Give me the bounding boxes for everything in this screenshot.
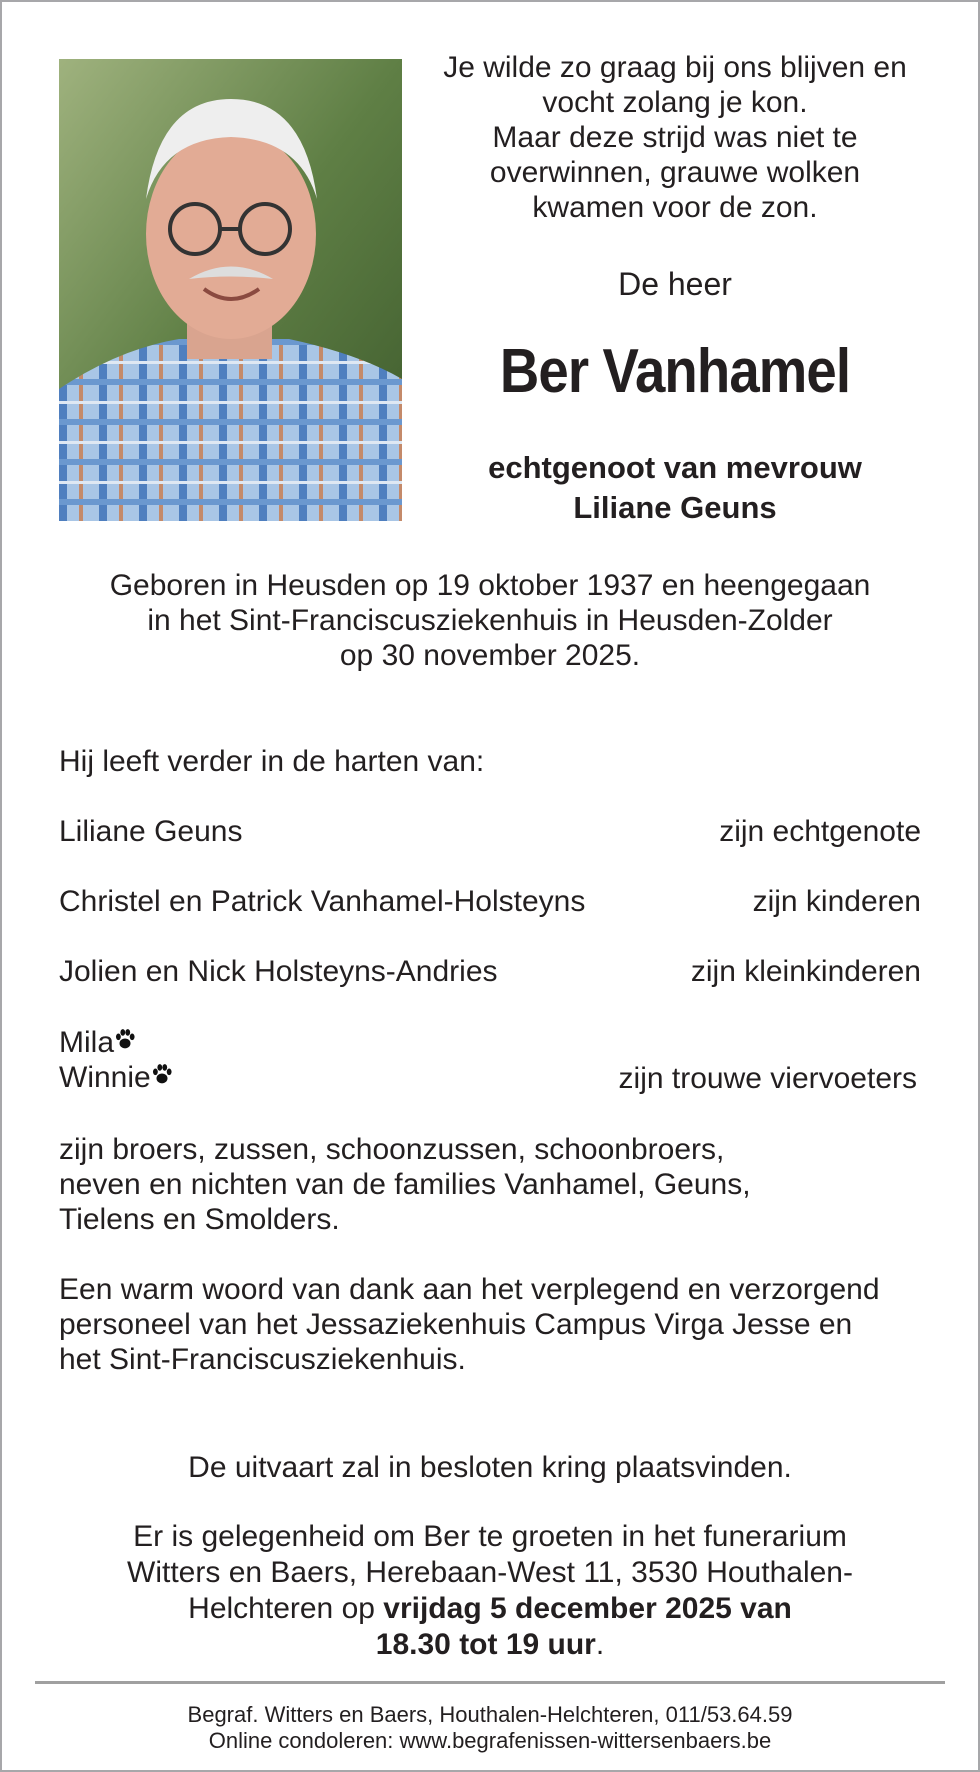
online-condolence-link[interactable]: Online condoleren: www.begrafenissen-wittersenbaers.be	[208, 1728, 772, 1753]
visit-text: Helchteren op	[188, 1592, 384, 1625]
relative-name: Christel en Patrick Vanhamel-Holsteyns	[59, 885, 586, 918]
poem-line: kwamen voor de zon.	[532, 191, 818, 224]
thanks-line: het Sint-Franciscusziekenhuis.	[59, 1343, 466, 1376]
pet-relation: zijn trouwe viervoeters	[618, 1062, 917, 1095]
visit-text: .	[595, 1628, 605, 1661]
paw-icon	[114, 1028, 136, 1050]
poem-line: Maar deze strijd was niet te	[492, 121, 858, 154]
pet-list	[59, 1025, 173, 1095]
pet-name: Winnie	[59, 1061, 151, 1094]
thanks-line: Een warm woord van dank aan het verplegend en verzorgend	[59, 1273, 880, 1306]
relative-relation: zijn echtgenote	[719, 815, 921, 848]
poem-line: Je wilde zo graag bij ons blijven en	[443, 51, 907, 84]
relative-row	[59, 885, 921, 919]
thanks-text	[59, 1272, 939, 1377]
funeral-notice: De uitvaart zal in besloten kring plaatsvinden.	[188, 1451, 792, 1484]
poem-line: vocht zolang je kon.	[542, 86, 808, 119]
visit-line: Witters en Baers, Herebaan-West 11, 3530 Houthalen-	[127, 1556, 853, 1589]
footer	[40, 1702, 940, 1754]
paw-icon	[151, 1063, 173, 1085]
funeral-home-info: Begraf. Witters en Baers, Houthalen-Helchteren, 011/53.64.59	[187, 1702, 793, 1727]
relative-relation: zijn kleinkinderen	[690, 955, 921, 988]
birth-death-info	[40, 568, 940, 673]
divider	[35, 1681, 945, 1684]
spouse-line: echtgenoot van mevrouw	[488, 450, 862, 485]
thanks-line: personeel van het Jessaziekenhuis Campus Virga Jesse en	[59, 1308, 853, 1341]
visit-date: vrijdag 5 december 2025 van	[383, 1592, 792, 1625]
visit-line: Er is gelegenheid om Ber te groeten in het funerarium	[133, 1520, 847, 1553]
pet-name: Mila	[59, 1026, 115, 1059]
poem	[420, 50, 930, 225]
title-prefix: De heer	[618, 266, 732, 302]
born-line: op 30 november 2025.	[339, 639, 641, 672]
visit-time: 18.30 tot 19 uur	[375, 1628, 596, 1661]
portrait-photo	[59, 59, 402, 521]
spouse-info	[420, 448, 930, 528]
visitation-info	[40, 1519, 940, 1663]
spouse-name: Liliane Geuns	[573, 490, 777, 525]
relative-row	[59, 815, 921, 849]
relative-relation: zijn kinderen	[752, 885, 921, 918]
family-line: zijn broers, zussen, schoonzussen, schoonbroers,	[59, 1133, 725, 1166]
relative-name: Liliane Geuns	[59, 815, 243, 848]
extended-family	[59, 1132, 939, 1237]
relative-row	[59, 955, 921, 989]
family-line: Tielens en Smolders.	[59, 1203, 340, 1236]
born-line: Geboren in Heusden op 19 oktober 1937 en heengegaan	[109, 569, 871, 602]
family-line: neven en nichten van de families Vanhamel, Geuns,	[59, 1168, 751, 1201]
relative-name: Jolien en Nick Holsteyns-Andries	[59, 955, 498, 988]
born-line: in het Sint-Franciscusziekenhuis in Heusden-Zolder	[147, 604, 833, 637]
poem-line: overwinnen, grauwe wolken	[489, 156, 861, 189]
deceased-name: Ber Vanhamel	[499, 337, 851, 406]
relatives-intro: Hij leeft verder in de harten van:	[59, 745, 485, 778]
